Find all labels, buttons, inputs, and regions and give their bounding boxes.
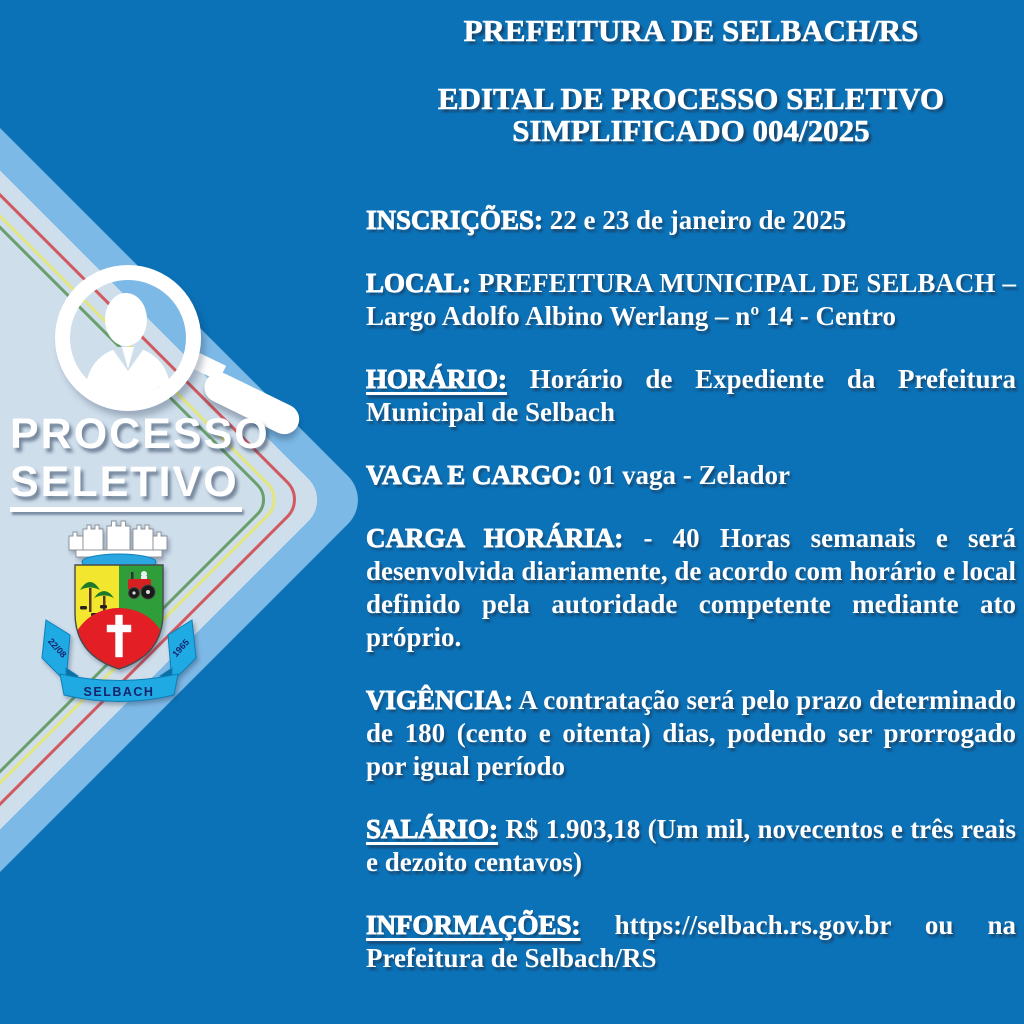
section-vigencia: [366, 684, 1016, 783]
crest-city-label: SELBACH: [83, 685, 155, 699]
section-salario: [366, 813, 1016, 879]
section-text: R$ 1.903,18 (Um mil, novecentos e três reais e dezoito centavos): [366, 814, 1016, 877]
badge-line-processo: PROCESSO: [10, 410, 270, 458]
badge-underline: [10, 507, 242, 512]
selbach-coat-of-arms: [38, 514, 198, 714]
section-text: Horário de Expediente da Prefeitura Municipal de Selbach: [366, 364, 1016, 427]
section-informacoes: [366, 909, 1016, 975]
section-text: A contratação será pelo prazo determinado de 180 (cento e oitenta) dias, podendo ser prorrogado por igual período: [366, 685, 1016, 781]
section-label: LOCAL:: [366, 268, 472, 298]
section-label: VAGA E CARGO:: [366, 460, 582, 490]
section-carga-horaria: [366, 522, 1016, 654]
section-label: INFORMAÇÕES:: [366, 910, 581, 940]
announcement-body: [366, 0, 1016, 1005]
section-label: INSCRIÇÕES:: [366, 205, 544, 235]
badge-line-seletivo: SELETIVO: [10, 458, 239, 506]
section-text: PREFEITURA MUNICIPAL DE SELBACH – Largo Adolfo Albino Werlang – nº 14 - Centro: [366, 268, 1017, 331]
section-label: HORÁRIO:: [366, 364, 507, 394]
edital-title: [366, 83, 1016, 147]
section-local: [366, 267, 1016, 333]
section-text: - 40 Horas semanais e será desenvolvida diariamente, de acordo com horário e local definido pela autoridade competente mediante ato próprio.: [366, 523, 1016, 652]
section-text: 01 vaga - Zelador: [588, 460, 791, 490]
mural-crown-icon: [69, 521, 167, 557]
organization-title: PREFEITURA DE SELBACH/RS: [463, 13, 919, 48]
section-vaga-cargo: [366, 459, 1016, 492]
section-inscricoes: [366, 204, 1016, 237]
section-label: SALÁRIO:: [366, 814, 499, 844]
crest-date-left: 22/08: [45, 636, 69, 660]
magnifier-ring-icon: [55, 265, 201, 411]
section-label: CARGA HORÁRIA:: [366, 523, 624, 553]
crest-date-right: 1965: [170, 637, 192, 659]
edital-title-line2: SIMPLIFICADO 004/2025: [512, 113, 870, 148]
section-text: https://selbach.rs.gov.br ou na Prefeitura de Selbach/RS: [366, 910, 1016, 973]
section-label: VIGÊNCIA:: [366, 685, 514, 715]
sections: [366, 204, 1016, 975]
section-horario: [366, 363, 1016, 429]
edital-title-line1: EDITAL DE PROCESSO SELETIVO: [437, 81, 945, 116]
section-text: 22 e 23 de janeiro de 2025: [549, 205, 847, 235]
